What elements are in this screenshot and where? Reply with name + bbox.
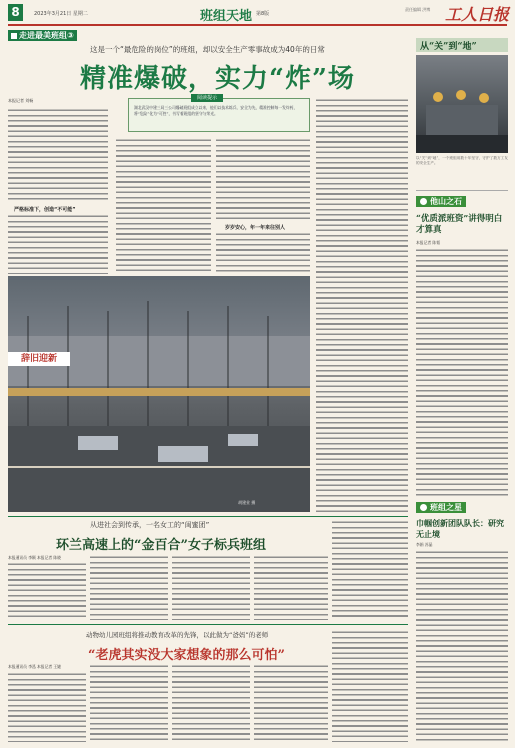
main-subhead-2: 岁岁安心，年一年来往别人 [225, 225, 286, 231]
main-headline: 精准爆破，实力“炸”场 [80, 64, 355, 94]
story2-headline: 环兰高速上的“金百合”女子标兵班组 [56, 538, 266, 553]
section-tag-label: 走进最美班组③ [19, 31, 74, 40]
story2-col2 [90, 555, 168, 620]
photo-credit: 胡建业 摄 [238, 500, 256, 505]
sidebar-photo [416, 55, 508, 153]
page-number: 8 [8, 4, 23, 21]
story2-divider [8, 516, 408, 517]
column2-body [416, 550, 508, 742]
photo-caption: 辞旧迎新 [20, 354, 57, 364]
lead-box-text: 湖北武汉中建三局三公司爆破班组成立以来，他们以技术练兵、安全为先，精准控制每一发炸药，将“危险”化为“可控”，书写着班组的坚守与荣光。 [134, 105, 298, 116]
story2-kicker: 从进社会到传承，一名女工的“闺蜜团” [90, 521, 210, 529]
story3-col3 [172, 664, 250, 742]
main-reporter: 本报记者 刘畅 [8, 98, 34, 103]
section-tag-star [416, 502, 466, 513]
main-body-col1 [8, 108, 108, 202]
section-title: 班组天地 [200, 9, 253, 24]
lead-box-title: 阅读提示 [191, 94, 223, 102]
main-body-col1b [8, 214, 108, 274]
section-tag-main [8, 30, 77, 41]
section-tag-tashan-label: 他山之石 [430, 197, 462, 206]
main-subhead-1: 严格标准下，创造“不可能” [14, 207, 76, 213]
column1-byline: 本报记者 陈韬 [416, 240, 440, 245]
story3-divider [8, 624, 408, 625]
page-label: 第8版 [256, 11, 270, 17]
story2-col1 [8, 562, 86, 620]
section-tag-tashan [416, 196, 466, 207]
main-body-col3b [216, 232, 310, 274]
story2-col4 [254, 555, 328, 620]
column2-byline: 李娟 苏晶 [416, 542, 433, 547]
story2-reporter: 本报通讯员 李颖 本报记者 陈晓 [8, 555, 61, 560]
section-tag-star-label: 班组之星 [430, 503, 462, 512]
workers-photo [416, 55, 508, 153]
circle-icon [420, 198, 427, 205]
lead-box [128, 95, 310, 132]
main-body-col2 [116, 138, 211, 274]
main-body-col3 [216, 138, 310, 220]
story3-reporter: 本报通讯员 李泓 本报记者 王婕 [8, 664, 61, 669]
story3-kicker: 动物幼儿园班组将推动教育改革的先锋，以此做为“爸妈”的老师 [86, 631, 269, 639]
star-icon [420, 504, 427, 511]
editor-line: 责任编辑 洪博 [405, 7, 431, 12]
story3-col1 [8, 672, 86, 742]
sidebar-title: 从“关”到“地” [420, 42, 477, 52]
main-body-col4 [316, 98, 408, 512]
sidebar-caption: 以“关”到“地”，一个班组用数十年坚守，守护了数万工友的安全生产。 [416, 156, 508, 166]
column2-headline: 巾帼创新团队队长：研究无止境 [416, 518, 504, 539]
sidebar-divider [416, 190, 508, 191]
photo-caption-box [8, 352, 70, 366]
column1-body [416, 248, 508, 498]
story3-col5 [332, 630, 408, 742]
story3-col2 [90, 664, 168, 742]
story2-col3 [172, 555, 250, 620]
masthead-logo: 工人日报 [445, 5, 510, 24]
square-icon [11, 33, 17, 39]
main-kicker: 这是一个“最危险的岗位”的班组，却以安全生产零事故成为40年的日常 [90, 45, 325, 54]
column1-headline: “优质派班资”讲得明白才算真 [416, 214, 503, 235]
story2-col5 [332, 520, 408, 620]
date-line: 2023年3月21日 星期二 [34, 11, 88, 17]
story3-headline: “老虎其实没大家想象的那么可怕” [88, 648, 285, 663]
story3-col4 [254, 664, 328, 742]
header-rule [8, 24, 507, 26]
